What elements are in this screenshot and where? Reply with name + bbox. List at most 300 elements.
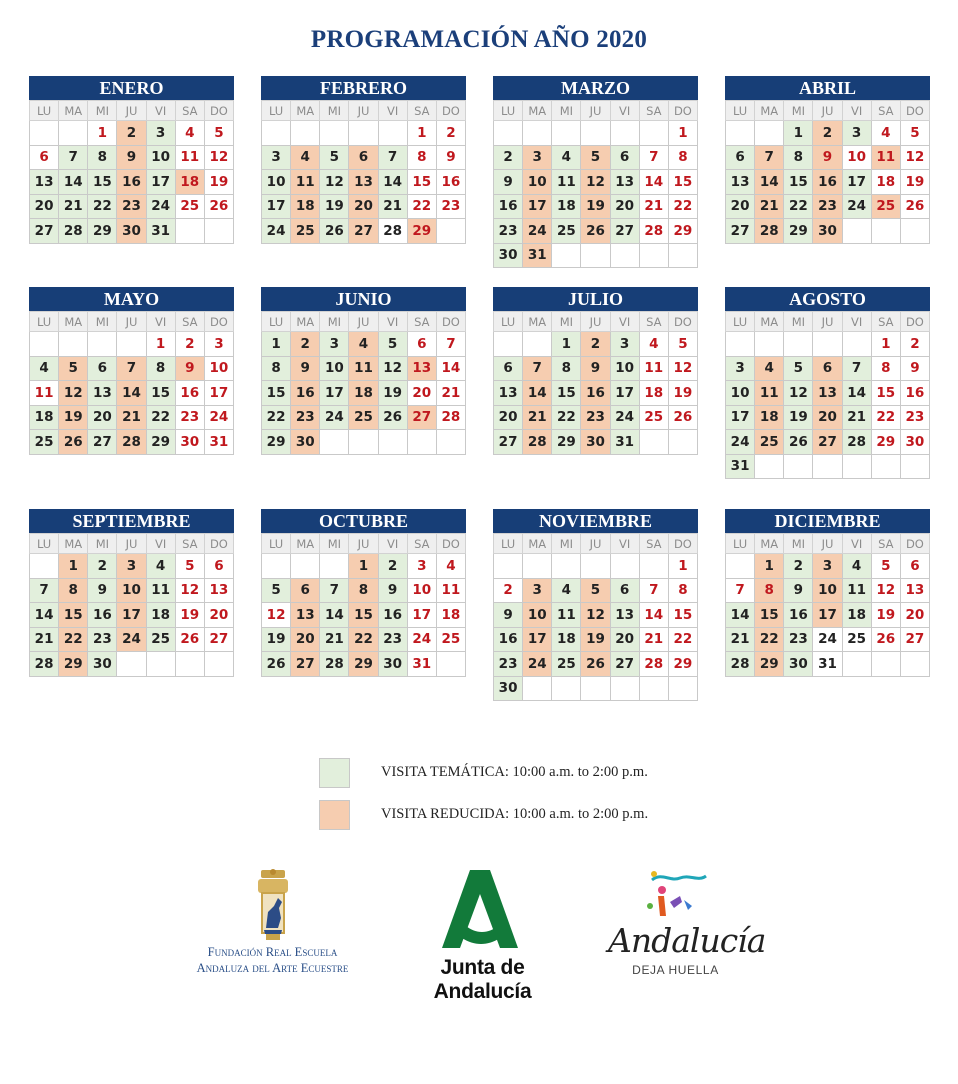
day-cell: 25 — [30, 430, 59, 455]
empty-cell — [784, 454, 813, 479]
empty-cell — [552, 554, 581, 579]
day-cell: 30 — [581, 430, 610, 455]
empty-cell — [610, 676, 639, 701]
day-cell: 26 — [262, 652, 291, 677]
day-cell: 5 — [668, 332, 697, 357]
day-cell: 21 — [320, 627, 349, 652]
empty-cell — [784, 332, 813, 357]
weekday-header: MA — [523, 534, 552, 554]
day-cell: 20 — [610, 194, 639, 219]
day-cell: 9 — [378, 578, 407, 603]
day-cell: 8 — [871, 356, 900, 381]
weekday-header: JU — [117, 312, 146, 332]
day-cell: 8 — [668, 145, 697, 170]
weekday-header: SA — [175, 101, 204, 121]
weekday-header: VI — [842, 534, 871, 554]
day-cell: 27 — [900, 627, 929, 652]
day-cell: 21 — [842, 405, 871, 430]
day-cell: 12 — [320, 170, 349, 195]
day-cell: 2 — [436, 121, 465, 146]
day-cell: 13 — [610, 170, 639, 195]
weekday-header: SA — [871, 534, 900, 554]
empty-cell — [639, 676, 668, 701]
day-cell: 30 — [378, 652, 407, 677]
day-cell: 29 — [262, 430, 291, 455]
weekday-header: DO — [204, 534, 233, 554]
day-cell: 13 — [900, 578, 929, 603]
fundacion-line-1: Fundación Real Escuela — [207, 945, 338, 959]
day-cell: 19 — [784, 405, 813, 430]
day-cell: 5 — [175, 554, 204, 579]
weekday-header: VI — [146, 101, 175, 121]
day-cell: 6 — [726, 145, 755, 170]
day-cell: 20 — [813, 405, 842, 430]
weekday-header: JU — [581, 312, 610, 332]
day-cell: 28 — [436, 405, 465, 430]
day-cell: 2 — [494, 578, 523, 603]
day-cell: 21 — [639, 194, 668, 219]
day-cell: 18 — [436, 603, 465, 628]
day-cell: 1 — [668, 121, 697, 146]
weekday-header: MA — [59, 534, 88, 554]
empty-cell — [871, 454, 900, 479]
day-cell: 7 — [842, 356, 871, 381]
empty-cell — [436, 652, 465, 677]
empty-cell — [30, 121, 59, 146]
day-cell: 14 — [842, 381, 871, 406]
day-cell: 16 — [784, 603, 813, 628]
day-cell: 11 — [755, 381, 784, 406]
day-cell: 20 — [88, 405, 117, 430]
day-cell: 5 — [900, 121, 929, 146]
day-cell: 29 — [755, 652, 784, 677]
day-cell: 13 — [291, 603, 320, 628]
day-cell: 22 — [755, 627, 784, 652]
day-cell: 15 — [88, 170, 117, 195]
month-marzo — [493, 76, 698, 268]
day-cell: 6 — [900, 554, 929, 579]
day-cell: 20 — [407, 381, 436, 406]
weekday-header: LU — [494, 534, 523, 554]
empty-cell — [726, 332, 755, 357]
weekday-header: LU — [30, 312, 59, 332]
weekday-header: JU — [813, 534, 842, 554]
day-cell: 30 — [784, 652, 813, 677]
empty-cell — [349, 430, 378, 455]
day-cell: 29 — [146, 430, 175, 455]
day-cell: 12 — [784, 381, 813, 406]
weekday-header: SA — [639, 101, 668, 121]
day-cell: 3 — [523, 145, 552, 170]
junta-andalucia-label: Junta de Andalucía — [433, 956, 532, 1003]
day-cell: 1 — [59, 554, 88, 579]
month-mayo — [29, 287, 234, 455]
day-cell: 28 — [378, 219, 407, 244]
day-cell: 18 — [146, 603, 175, 628]
day-cell: 7 — [30, 578, 59, 603]
day-cell: 31 — [146, 219, 175, 244]
day-cell: 26 — [871, 627, 900, 652]
day-cell: 15 — [755, 603, 784, 628]
day-cell: 17 — [842, 170, 871, 195]
weekday-header: DO — [900, 312, 929, 332]
day-cell: 2 — [900, 332, 929, 357]
day-cell: 21 — [59, 194, 88, 219]
day-cell: 24 — [407, 627, 436, 652]
day-cell: 30 — [88, 652, 117, 677]
empty-cell — [900, 454, 929, 479]
day-cell: 10 — [117, 578, 146, 603]
empty-cell — [639, 121, 668, 146]
day-cell: 12 — [900, 145, 929, 170]
day-cell: 23 — [581, 405, 610, 430]
day-cell: 13 — [407, 356, 436, 381]
day-cell: 16 — [900, 381, 929, 406]
day-cell: 1 — [871, 332, 900, 357]
day-cell: 9 — [494, 170, 523, 195]
day-cell: 25 — [175, 194, 204, 219]
day-cell: 28 — [639, 652, 668, 677]
day-cell: 31 — [813, 652, 842, 677]
day-cell: 23 — [900, 405, 929, 430]
day-cell: 20 — [30, 194, 59, 219]
month-title: FEBRERO — [261, 76, 466, 100]
weekday-header: LU — [262, 534, 291, 554]
day-cell: 1 — [407, 121, 436, 146]
day-cell: 27 — [726, 219, 755, 244]
day-cell: 18 — [755, 405, 784, 430]
day-cell: 23 — [175, 405, 204, 430]
weekday-header: JU — [813, 101, 842, 121]
day-cell: 3 — [204, 332, 233, 357]
empty-cell — [523, 332, 552, 357]
day-cell: 20 — [494, 405, 523, 430]
day-cell: 14 — [59, 170, 88, 195]
empty-cell — [871, 652, 900, 677]
day-cell: 31 — [204, 430, 233, 455]
day-cell: 24 — [726, 430, 755, 455]
junta-andalucia-logo-icon — [440, 868, 520, 952]
day-cell: 19 — [900, 170, 929, 195]
day-cell: 18 — [639, 381, 668, 406]
fundacion-crest-icon — [248, 868, 298, 942]
empty-cell — [755, 454, 784, 479]
month-title: SEPTIEMBRE — [29, 509, 234, 533]
empty-cell — [668, 243, 697, 268]
day-cell: 22 — [349, 627, 378, 652]
weekday-header: LU — [30, 534, 59, 554]
month-octubre — [261, 509, 466, 677]
weekday-header: DO — [668, 101, 697, 121]
day-cell: 19 — [581, 627, 610, 652]
day-cell: 15 — [668, 603, 697, 628]
day-cell: 7 — [436, 332, 465, 357]
day-cell: 24 — [146, 194, 175, 219]
empty-cell — [813, 332, 842, 357]
day-cell: 28 — [726, 652, 755, 677]
day-cell: 2 — [291, 332, 320, 357]
day-cell: 24 — [610, 405, 639, 430]
day-cell: 16 — [436, 170, 465, 195]
empty-cell — [88, 332, 117, 357]
day-cell: 7 — [320, 578, 349, 603]
day-cell: 3 — [813, 554, 842, 579]
day-cell: 1 — [88, 121, 117, 146]
weekday-header: DO — [436, 312, 465, 332]
weekday-header: SA — [639, 312, 668, 332]
day-cell: 7 — [59, 145, 88, 170]
empty-cell — [59, 121, 88, 146]
day-cell: 10 — [146, 145, 175, 170]
day-cell: 9 — [900, 356, 929, 381]
day-cell: 23 — [784, 627, 813, 652]
day-cell: 26 — [784, 430, 813, 455]
day-cell: 8 — [262, 356, 291, 381]
weekday-header: SA — [175, 534, 204, 554]
day-cell: 9 — [784, 578, 813, 603]
empty-cell — [320, 554, 349, 579]
day-cell: 12 — [581, 170, 610, 195]
day-cell: 1 — [552, 332, 581, 357]
weekday-header: DO — [668, 312, 697, 332]
day-cell: 2 — [88, 554, 117, 579]
empty-cell — [494, 121, 523, 146]
day-cell: 17 — [117, 603, 146, 628]
day-cell: 28 — [639, 219, 668, 244]
day-cell: 11 — [175, 145, 204, 170]
day-cell: 16 — [175, 381, 204, 406]
day-cell: 24 — [523, 652, 552, 677]
empty-cell — [378, 430, 407, 455]
weekday-header: MA — [59, 101, 88, 121]
empty-cell — [842, 454, 871, 479]
day-cell: 10 — [262, 170, 291, 195]
empty-cell — [668, 430, 697, 455]
month-noviembre — [493, 509, 698, 701]
empty-cell — [581, 554, 610, 579]
empty-cell — [320, 430, 349, 455]
weekday-header: DO — [204, 101, 233, 121]
day-cell: 11 — [349, 356, 378, 381]
weekday-header: LU — [30, 101, 59, 121]
day-cell: 8 — [59, 578, 88, 603]
day-cell: 16 — [494, 194, 523, 219]
day-cell: 10 — [813, 578, 842, 603]
day-cell: 25 — [552, 652, 581, 677]
day-cell: 27 — [813, 430, 842, 455]
day-cell: 6 — [349, 145, 378, 170]
weekday-header: MI — [88, 312, 117, 332]
day-cell: 23 — [88, 627, 117, 652]
day-cell: 1 — [755, 554, 784, 579]
day-cell: 27 — [88, 430, 117, 455]
day-cell: 12 — [581, 603, 610, 628]
empty-cell — [639, 554, 668, 579]
day-cell: 17 — [320, 381, 349, 406]
day-cell: 31 — [407, 652, 436, 677]
day-cell: 12 — [871, 578, 900, 603]
weekday-header: MI — [320, 534, 349, 554]
day-cell: 15 — [668, 170, 697, 195]
day-cell: 4 — [639, 332, 668, 357]
empty-cell — [581, 121, 610, 146]
weekday-header: LU — [726, 312, 755, 332]
day-cell: 11 — [552, 603, 581, 628]
day-cell: 18 — [30, 405, 59, 430]
weekday-header: JU — [349, 534, 378, 554]
weekday-header: MA — [59, 312, 88, 332]
day-cell: 17 — [523, 627, 552, 652]
day-cell: 23 — [436, 194, 465, 219]
day-cell: 19 — [581, 194, 610, 219]
day-cell: 1 — [262, 332, 291, 357]
day-cell: 17 — [146, 170, 175, 195]
day-cell: 6 — [88, 356, 117, 381]
day-cell: 16 — [378, 603, 407, 628]
day-cell: 21 — [523, 405, 552, 430]
day-cell: 20 — [900, 603, 929, 628]
day-cell: 15 — [784, 170, 813, 195]
weekday-header: SA — [407, 312, 436, 332]
weekday-header: VI — [610, 312, 639, 332]
day-cell: 20 — [349, 194, 378, 219]
empty-cell — [755, 332, 784, 357]
day-cell: 15 — [407, 170, 436, 195]
day-cell: 7 — [523, 356, 552, 381]
day-cell: 29 — [784, 219, 813, 244]
day-cell: 27 — [291, 652, 320, 677]
weekday-header: VI — [378, 312, 407, 332]
day-cell: 3 — [726, 356, 755, 381]
day-cell: 29 — [552, 430, 581, 455]
day-cell: 11 — [146, 578, 175, 603]
month-title: DICIEMBRE — [725, 509, 930, 533]
weekday-header: DO — [900, 101, 929, 121]
day-cell: 5 — [262, 578, 291, 603]
day-cell: 16 — [117, 170, 146, 195]
day-cell: 7 — [378, 145, 407, 170]
fundacion-logo-text — [190, 944, 355, 976]
day-cell: 20 — [610, 627, 639, 652]
day-cell: 13 — [88, 381, 117, 406]
day-cell: 4 — [175, 121, 204, 146]
day-cell: 19 — [871, 603, 900, 628]
day-cell: 9 — [813, 145, 842, 170]
day-cell: 17 — [204, 381, 233, 406]
day-cell: 11 — [436, 578, 465, 603]
month-febrero — [261, 76, 466, 244]
day-cell: 21 — [639, 627, 668, 652]
empty-cell — [552, 676, 581, 701]
page-title: PROGRAMACIÓN AÑO 2020 — [310, 26, 648, 53]
month-title: ABRIL — [725, 76, 930, 100]
weekday-header: SA — [407, 534, 436, 554]
day-cell: 13 — [494, 381, 523, 406]
day-cell: 21 — [117, 405, 146, 430]
empty-cell — [523, 121, 552, 146]
day-cell: 5 — [581, 145, 610, 170]
day-cell: 12 — [262, 603, 291, 628]
weekday-header: MA — [523, 312, 552, 332]
day-cell: 11 — [30, 381, 59, 406]
weekday-header: VI — [146, 534, 175, 554]
day-cell: 21 — [726, 627, 755, 652]
empty-cell — [900, 652, 929, 677]
day-cell: 15 — [552, 381, 581, 406]
day-cell: 8 — [146, 356, 175, 381]
day-cell: 13 — [813, 381, 842, 406]
day-cell: 30 — [813, 219, 842, 244]
weekday-header: JU — [349, 101, 378, 121]
empty-cell — [291, 121, 320, 146]
day-cell: 26 — [668, 405, 697, 430]
day-cell: 3 — [146, 121, 175, 146]
weekday-header: SA — [639, 534, 668, 554]
day-cell: 10 — [610, 356, 639, 381]
day-cell: 26 — [581, 219, 610, 244]
weekday-header: DO — [436, 101, 465, 121]
legend-swatch-reducida — [319, 800, 350, 830]
empty-cell — [175, 652, 204, 677]
day-cell: 14 — [726, 603, 755, 628]
day-cell: 30 — [117, 219, 146, 244]
day-cell: 20 — [291, 627, 320, 652]
day-cell: 25 — [436, 627, 465, 652]
day-cell: 26 — [320, 219, 349, 244]
day-cell: 7 — [755, 145, 784, 170]
day-cell: 9 — [436, 145, 465, 170]
day-cell: 9 — [291, 356, 320, 381]
day-cell: 22 — [552, 405, 581, 430]
weekday-header: JU — [581, 101, 610, 121]
day-cell: 22 — [668, 194, 697, 219]
day-cell: 29 — [668, 652, 697, 677]
day-cell: 27 — [204, 627, 233, 652]
day-cell: 3 — [262, 145, 291, 170]
weekday-header: VI — [842, 312, 871, 332]
weekday-header: MA — [755, 312, 784, 332]
andalucia-label: Andalucía — [608, 921, 766, 960]
day-cell: 5 — [204, 121, 233, 146]
day-cell: 17 — [726, 405, 755, 430]
month-title: JUNIO — [261, 287, 466, 311]
day-cell: 28 — [59, 219, 88, 244]
day-cell: 8 — [552, 356, 581, 381]
day-cell: 6 — [610, 578, 639, 603]
weekday-header: DO — [668, 534, 697, 554]
day-cell: 1 — [668, 554, 697, 579]
day-cell: 30 — [494, 676, 523, 701]
empty-cell — [494, 332, 523, 357]
day-cell: 6 — [407, 332, 436, 357]
day-cell: 24 — [523, 219, 552, 244]
day-cell: 23 — [117, 194, 146, 219]
day-cell: 6 — [610, 145, 639, 170]
day-cell: 20 — [204, 603, 233, 628]
day-cell: 22 — [262, 405, 291, 430]
empty-cell — [842, 652, 871, 677]
day-cell: 22 — [88, 194, 117, 219]
day-cell: 8 — [407, 145, 436, 170]
empty-cell — [262, 121, 291, 146]
day-cell: 25 — [291, 219, 320, 244]
empty-cell — [320, 121, 349, 146]
day-cell: 14 — [639, 170, 668, 195]
weekday-header: LU — [726, 534, 755, 554]
month-agosto — [725, 287, 930, 479]
day-cell: 24 — [320, 405, 349, 430]
day-cell: 16 — [291, 381, 320, 406]
